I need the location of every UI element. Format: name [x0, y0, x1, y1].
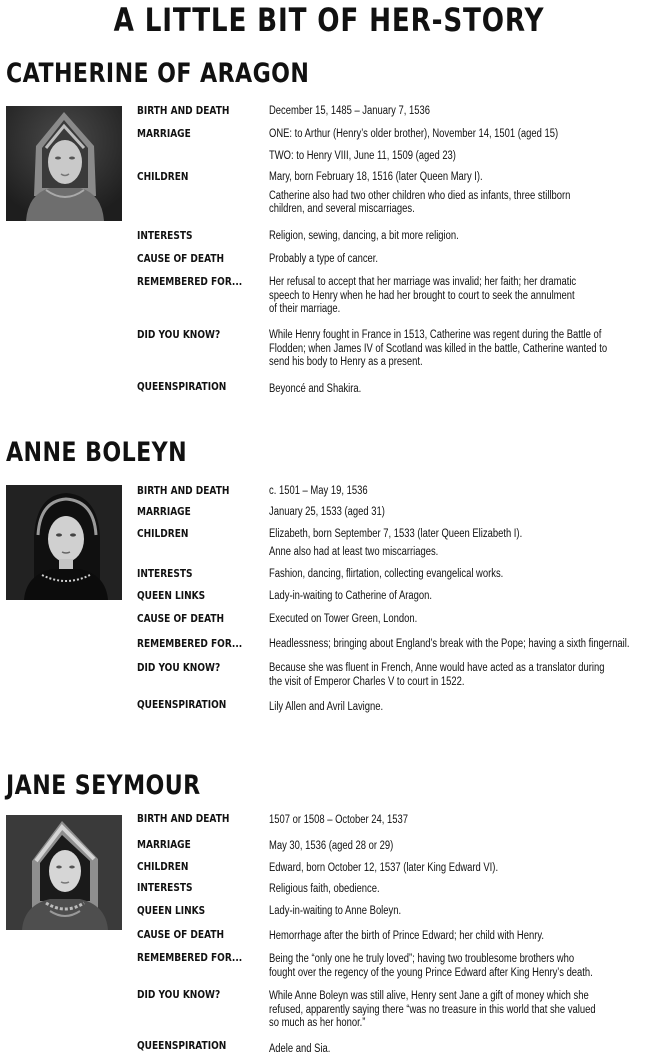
label-marriage: MARRIAGE: [137, 505, 191, 518]
value-remembered-for: Headlessness; bringing about England’s break with the Pope; having a sixth fingernail.: [269, 638, 630, 650]
value-queenspiration: Beyoncé and Shakira.: [269, 383, 362, 395]
label-children: CHILDREN: [137, 860, 189, 873]
queen-name-anne: ANNE BOLEYN: [6, 437, 188, 468]
label-cause-of-death: CAUSE OF DEATH: [137, 928, 225, 941]
label-remembered-for: REMEMBERED FOR...: [137, 275, 243, 288]
value-birth-death: 1507 or 1508 – October 24, 1537: [269, 814, 408, 826]
label-birth-death: BIRTH AND DEATH: [137, 104, 230, 117]
label-did-you-know: DID YOU KNOW?: [137, 661, 221, 674]
label-interests: INTERESTS: [137, 229, 193, 242]
label-interests: INTERESTS: [137, 881, 193, 894]
label-children: CHILDREN: [137, 527, 189, 540]
label-queenspiration: QUEENSPIRATION: [137, 698, 227, 711]
portrait-catherine: [6, 106, 122, 221]
label-marriage: MARRIAGE: [137, 127, 191, 140]
label-birth-death: BIRTH AND DEATH: [137, 484, 230, 497]
label-did-you-know: DID YOU KNOW?: [137, 328, 221, 341]
value-queen-links: Lady-in-waiting to Catherine of Aragon.: [269, 590, 433, 602]
label-birth-death: BIRTH AND DEATH: [137, 812, 230, 825]
label-interests: INTERESTS: [137, 567, 193, 580]
label-did-you-know: DID YOU KNOW?: [137, 988, 221, 1001]
label-queen-links: QUEEN LINKS: [137, 904, 206, 917]
value-queenspiration: Lily Allen and Avril Lavigne.: [269, 701, 384, 713]
value-queen-links: Lady-in-waiting to Anne Boleyn.: [269, 905, 402, 917]
value-interests: Religious faith, obedience.: [269, 883, 380, 895]
label-remembered-for: REMEMBERED FOR...: [137, 637, 243, 650]
label-queenspiration: QUEENSPIRATION: [137, 1039, 227, 1052]
value-interests: Religion, sewing, dancing, a bit more religion.: [269, 230, 459, 242]
value-remembered-for: Her refusal to accept that her marriage was invalid; her faith; her dramatic speech to Henry when he had her brought to court to seek the annulment of their marriage.: [269, 276, 577, 315]
queen-name-catherine: CATHERINE OF ARAGON: [6, 58, 310, 89]
value-cause-of-death: Hemorrhage after the birth of Prince Edward; her child with Henry.: [269, 930, 544, 942]
value-did-you-know: Because she was fluent in French, Anne would have acted as a translator during the visit of Emperor Charles V to court in 1522.: [269, 662, 605, 688]
value-interests: Fashion, dancing, flirtation, collecting evangelical works.: [269, 568, 504, 580]
value-cause-of-death: Probably a type of cancer.: [269, 253, 379, 265]
value-birth-death: December 15, 1485 – January 7, 1536: [269, 105, 430, 117]
value-queenspiration: Adele and Sia.: [269, 1043, 331, 1055]
value-birth-death: c. 1501 – May 19, 1536: [269, 485, 368, 497]
label-cause-of-death: CAUSE OF DEATH: [137, 252, 225, 265]
label-children: CHILDREN: [137, 170, 189, 183]
value-children: Elizabeth, born September 7, 1533 (later Queen Elizabeth I). Anne also had at least two miscarriages.: [269, 528, 523, 558]
value-children: Mary, born February 18, 1516 (later Queen Mary I). Catherine also had two other children who died as infants, three stillborn children, and several miscarriages.: [269, 171, 571, 215]
label-remembered-for: REMEMBERED FOR...: [137, 951, 243, 964]
page-title: A LITTLE BIT OF HER-STORY: [113, 1, 545, 39]
value-cause-of-death: Executed on Tower Green, London.: [269, 613, 418, 625]
value-children: Edward, born October 12, 1537 (later King Edward VI).: [269, 862, 499, 874]
label-marriage: MARRIAGE: [137, 838, 191, 851]
value-did-you-know: While Henry fought in France in 1513, Catherine was regent during the Battle of Flodden; when James IV of Scotland was killed in the battle, Catherine wanted to send his body to Henry as a present.: [269, 329, 608, 368]
portrait-anne: [6, 485, 122, 600]
queen-name-jane: JANE SEYMOUR: [6, 770, 201, 801]
value-marriage: January 25, 1533 (aged 31): [269, 506, 385, 518]
value-did-you-know: While Anne Boleyn was still alive, Henry sent Jane a gift of money which she refused, apparently saying there “was no treasure in this world that she valued so much as her honor.”: [269, 990, 596, 1029]
value-marriage: May 30, 1536 (aged 28 or 29): [269, 840, 394, 852]
value-remembered-for: Being the “only one he truly loved”; having two troublesome brothers who fought over the regency of the young Prince Edward after King Henry’s death.: [269, 953, 593, 979]
label-queen-links: QUEEN LINKS: [137, 589, 206, 602]
portrait-jane: [6, 815, 122, 930]
label-queenspiration: QUEENSPIRATION: [137, 380, 227, 393]
value-marriage: ONE: to Arthur (Henry’s older brother), November 14, 1501 (aged 15) TWO: to Henry VIII, June 11, 1509 (aged 23): [269, 128, 559, 162]
label-cause-of-death: CAUSE OF DEATH: [137, 612, 225, 625]
